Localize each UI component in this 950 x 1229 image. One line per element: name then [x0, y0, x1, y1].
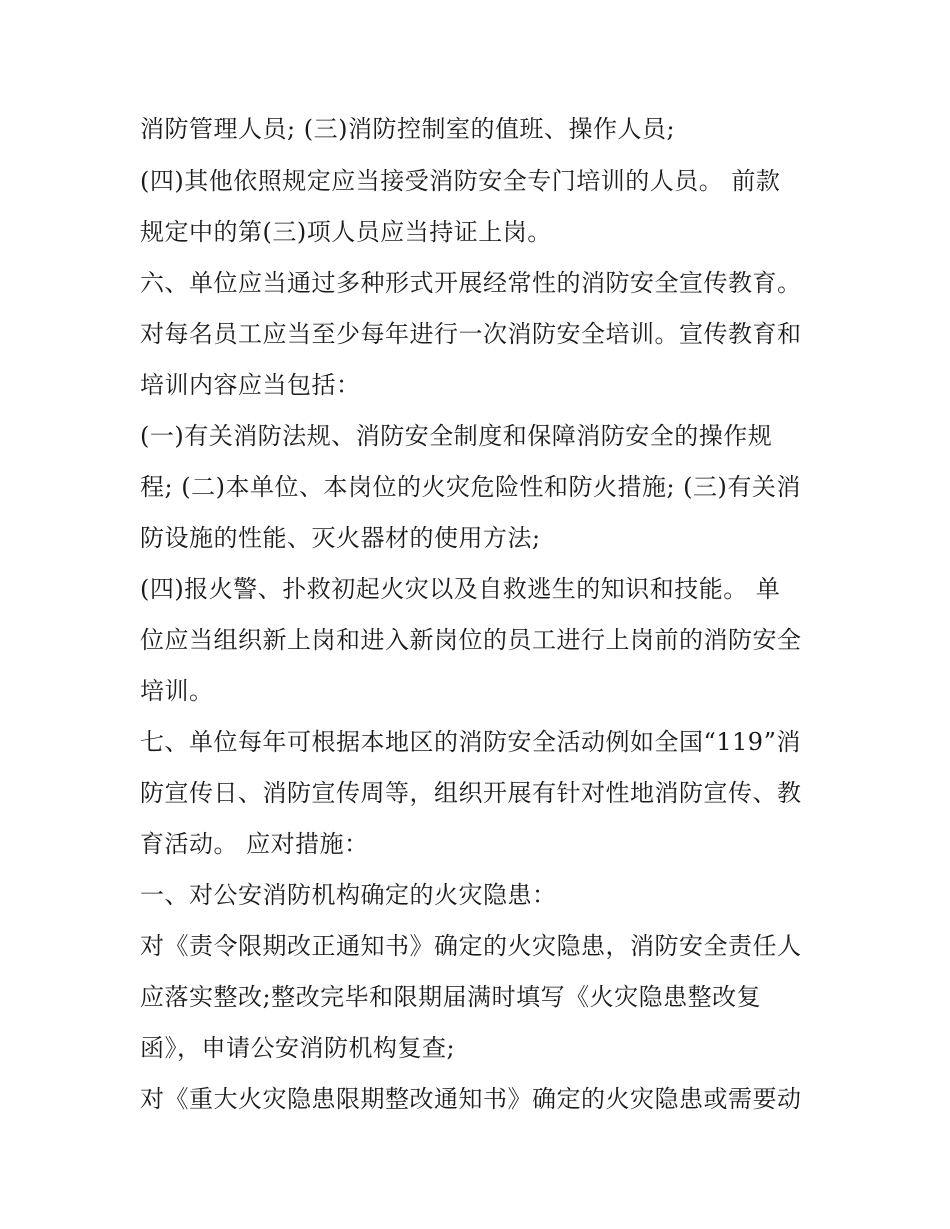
text-line: (四)报火警、扑救初起火灾以及自救逃生的知识和技能。 单 — [140, 575, 781, 603]
text-line: 一、对公安消防机构确定的火灾隐患： — [140, 881, 557, 909]
text-line: 程; (二)本单位、本岗位的火灾危险性和防火措施; (三)有关消 — [140, 473, 801, 501]
text-line: 函》，申请公安消防机构复查; — [140, 1034, 456, 1062]
text-line: 应落实整改;整改完毕和限期届满时填写《火灾隐患整改复 — [140, 983, 762, 1011]
text-line: 对《责令限期改正通知书》确定的火灾隐患，消防安全责任人 — [140, 932, 802, 960]
text-line: 规定中的第(三)项人员应当持证上岗。 — [140, 218, 552, 246]
text-line: 培训内容应当包括： — [140, 371, 361, 399]
text-line: (一)有关消防法规、消防安全制度和保障消防安全的操作规 — [140, 422, 773, 450]
text-line: 防宣传日、消防宣传周等，组织开展有针对性地消防宣传、教 — [140, 779, 802, 807]
text-line: (四)其他依照规定应当接受消防安全专门培训的人员。 前款 — [140, 167, 781, 195]
text-line: 位应当组织新上岗和进入新岗位的员工进行上岗前的消防安全 — [140, 626, 802, 654]
text-line: 对每名员工应当至少每年进行一次消防安全培训。宣传教育和 — [140, 320, 802, 348]
text-line: 消防管理人员; (三)消防控制室的值班、操作人员; — [140, 115, 676, 143]
text-line: 对《重大火灾隐患限期整改通知书》确定的火灾隐患或需要动 — [140, 1085, 802, 1113]
text-line: 育活动。 应对措施： — [140, 830, 369, 858]
text-line: 七、单位每年可根据本地区的消防安全活动例如全国“119”消 — [140, 728, 801, 756]
text-line: 防设施的性能、灭火器材的使用方法; — [140, 524, 541, 552]
text-line: 六、单位应当通过多种形式开展经常性的消防安全宣传教育。 — [140, 269, 802, 297]
text-line: 培训。 — [140, 677, 214, 705]
